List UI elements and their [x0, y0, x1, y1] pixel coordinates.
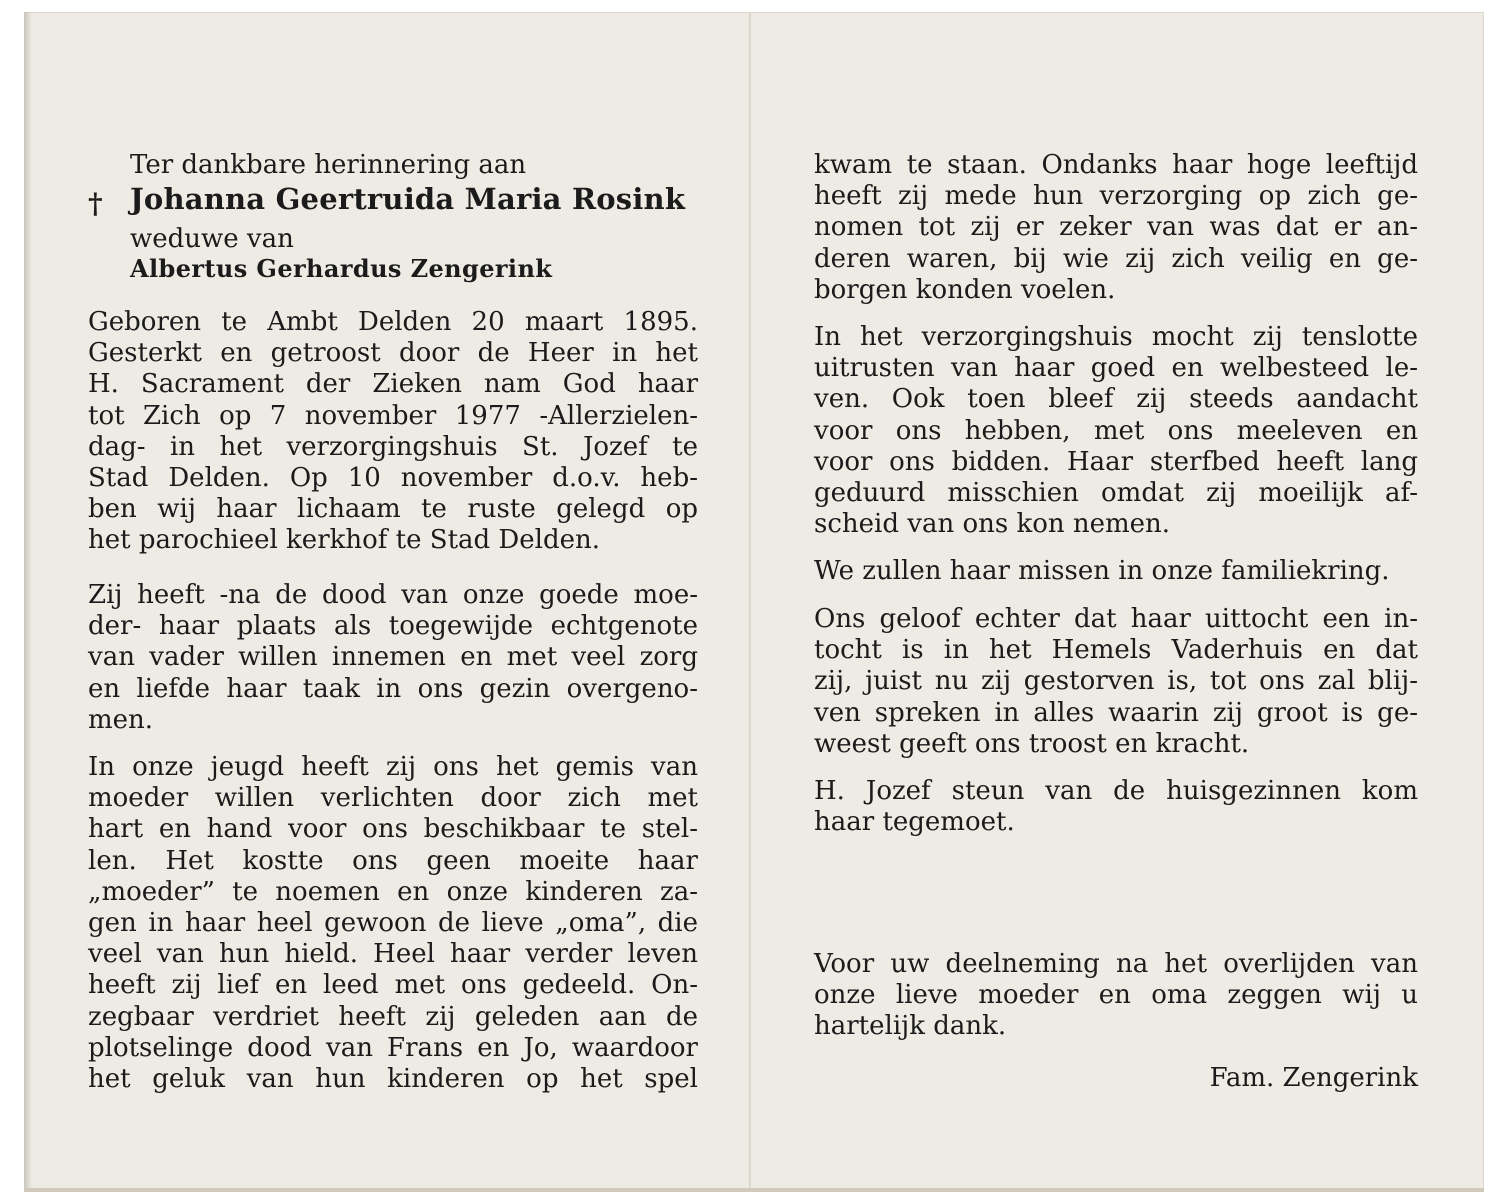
- text-line: Zij heeft -na de dood van onze goede moe-: [88, 580, 698, 610]
- text-line: uitrusten van haar goed en welbesteed le-: [814, 353, 1418, 384]
- paragraph-birth-death: [88, 307, 698, 557]
- text-line: hart en hand voor ons beschikbaar te stel-: [88, 814, 698, 845]
- intro-line: Ter dankbare herinnering aan: [130, 150, 527, 180]
- text-line: tocht is in het Hemels Vaderhuis en dat: [814, 635, 1418, 666]
- husband-name: Albertus Gerhardus Zengerink: [130, 254, 553, 283]
- paragraph-faith: [814, 604, 1418, 760]
- cross-icon: †: [88, 187, 103, 220]
- text-line: deren waren, bij wie zij zich veilig en ge-: [814, 243, 1418, 274]
- text-line: voor ons hebben, met ons meeleven en: [814, 415, 1418, 446]
- text-line: borgen konden voelen.: [814, 274, 1116, 305]
- card-edge-shadow: [24, 12, 32, 1190]
- text-line: ben wij haar lichaam te ruste gelegd op: [88, 494, 698, 525]
- text-line: voor ons bidden. Haar sterfbed heeft lang: [814, 446, 1418, 477]
- text-line: veel van hun hield. Heel haar verder leven: [88, 939, 698, 970]
- text-line: zegbaar verdriet heeft zij geleden aan de: [88, 1001, 698, 1032]
- paragraph-family-circle: [814, 556, 1418, 587]
- text-line: tot Zich op 7 november 1977 -Allerzielen-: [88, 400, 698, 431]
- text-line: Ons geloof echter dat haar uittocht een in-: [814, 604, 1418, 634]
- paragraph-mother-role: [88, 580, 698, 736]
- text-line: geduurd misschien omdat zij moeilijk af-: [814, 478, 1418, 509]
- text-line: gen in haar heel gewoon de lieve „oma”, die: [88, 908, 698, 939]
- text-line: moeder willen verlichten door zich met: [88, 783, 698, 814]
- text-line: nomen tot zij er zeker van was dat er an-: [814, 212, 1418, 243]
- text-line: der- haar plaats als toegewijde echtgenote: [88, 611, 698, 642]
- text-line: „moeder” te noemen en onze kinderen za-: [88, 876, 698, 907]
- text-line: len. Het kostte ons geen moeite haar: [88, 845, 698, 876]
- text-line: haar tegemoet.: [814, 807, 1015, 838]
- deceased-name: Johanna Geertruida Maria Rosink: [130, 182, 686, 216]
- text-line: Voor uw deelneming na het overlijden van: [814, 949, 1418, 979]
- family-signature: Fam. Zengerink: [1209, 1063, 1418, 1093]
- text-line: men.: [88, 704, 154, 735]
- text-line: H. Sacrament der Zieken nam God haar: [88, 369, 698, 400]
- paragraph-thanks: [814, 949, 1418, 1043]
- text-line: heeft zij lief en leed met ons gedeeld. On-: [88, 970, 698, 1001]
- text-line: kwam te staan. Ondanks haar hoge leeftijd: [814, 150, 1418, 180]
- paragraph-prayer: [814, 776, 1418, 838]
- text-line: plotselinge dood van Frans en Jo, waardoor: [88, 1032, 698, 1063]
- text-line: Geboren te Ambt Delden 20 maart 1895.: [88, 307, 698, 337]
- text-line: ven spreken in alles waarin zij groot is ge-: [814, 697, 1418, 728]
- text-line: zij, juist nu zij gestorven is, tot ons zal blij-: [814, 666, 1418, 697]
- paragraph-continuation: [814, 150, 1418, 306]
- text-line: dag- in het verzorgingshuis St. Jozef te: [88, 431, 698, 462]
- text-line: We zullen haar missen in onze familiekring.: [814, 556, 1390, 586]
- text-line: hartelijk dank.: [814, 1011, 1007, 1042]
- card-bottom-edge: [24, 1188, 1484, 1192]
- text-line: In het verzorgingshuis mocht zij tenslotte: [814, 322, 1418, 352]
- text-line: Stad Delden. Op 10 november d.o.v. heb-: [88, 463, 698, 494]
- text-line: heeft zij mede hun verzorging op zich ge-: [814, 181, 1418, 212]
- paragraph-care-home: [814, 322, 1418, 540]
- text-line: onze lieve moeder en oma zeggen wij u: [814, 980, 1418, 1011]
- card-fold: [749, 12, 751, 1190]
- text-line: H. Jozef steun van de huisgezinnen kom: [814, 776, 1418, 806]
- text-line: weest geeft ons troost en kracht.: [814, 728, 1250, 759]
- text-line: Gesterkt en getroost door de Heer in het: [88, 338, 698, 369]
- text-line: van vader willen innemen en met veel zorg: [88, 642, 698, 673]
- text-line: en liefde haar taak in ons gezin overgeno-: [88, 673, 698, 704]
- text-line: scheid van ons kon nemen.: [814, 509, 1171, 540]
- text-line: het parochieel kerkhof te Stad Delden.: [88, 525, 601, 556]
- text-line: In onze jeugd heeft zij ons het gemis van: [88, 752, 698, 782]
- widow-of-line: weduwe van: [130, 224, 294, 254]
- paragraph-youth: [88, 752, 698, 1095]
- text-line: ven. Ook toen bleef zij steeds aandacht: [814, 384, 1418, 415]
- text-line: het geluk van hun kinderen op het spel: [88, 1064, 698, 1095]
